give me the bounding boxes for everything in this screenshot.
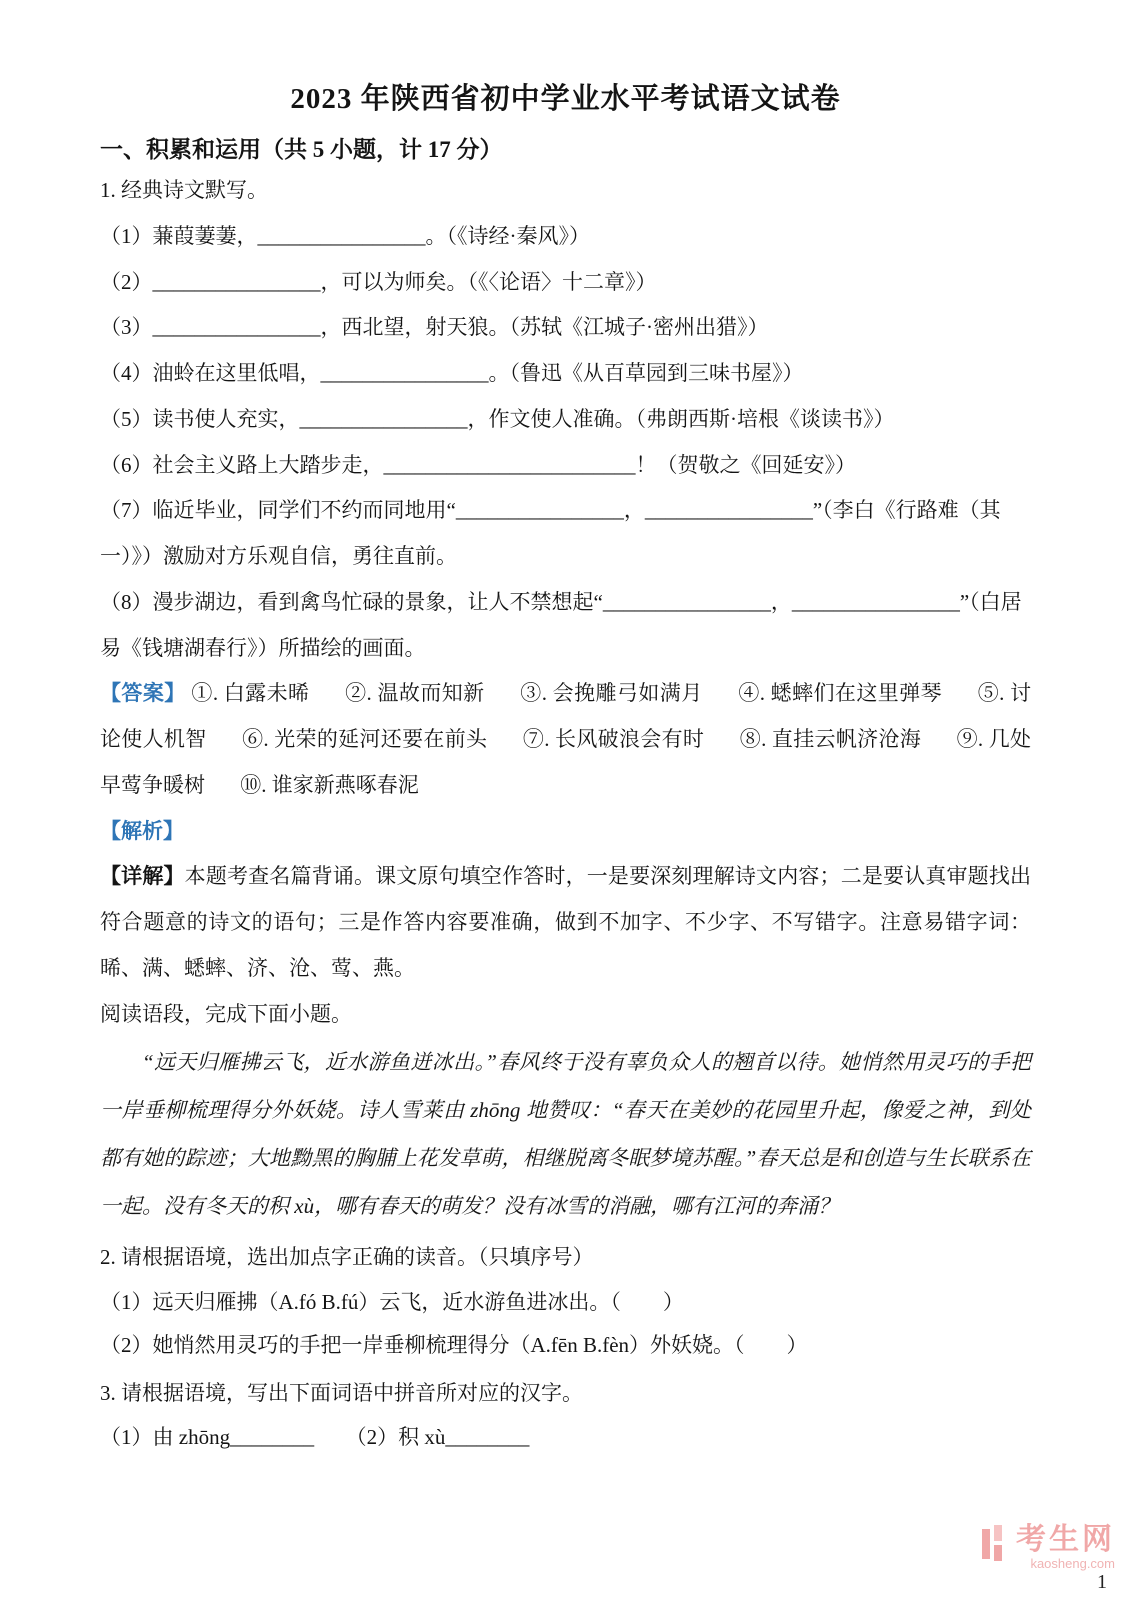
xiangjie-label: 【详解】: [100, 864, 185, 889]
q1-item-2: （2）________________，可以为师矣。（《〈论语〉十二章》）: [100, 269, 657, 294]
q1-stem: 1. 经典诗文默写。: [100, 178, 268, 202]
watermark-brand: 考生网: [1016, 1523, 1115, 1556]
reading-passage: “远天归雁拂云飞，近水游鱼迸冰出。”春风终于没有辜负众人的翘首以待。她悄然用灵巧的手把一岸垂柳梳理得分外妖娆。诗人雪莱由 zhōng 地赞叹：“春天在美妙的花园里升起，像爱之神，到处都有她的踪迹；大地黝黑的胸脯上花发草萌，相继脱离冬眠梦境苏醒。”春天总是和创造与生长联系在一起。没有冬天的积 xù，哪有春天的萌发？没有冰雪的消融，哪有江河的奔涌？: [100, 1049, 1031, 1219]
q1-item-7: （7）临近毕业，同学们不约而同地用“________________，________________”（李白《行路难（其一）》）激励对方乐观自信，勇往直前。: [100, 498, 1001, 569]
answer-item-7: ⑦. 长风破浪会有时: [522, 727, 705, 752]
answer-item-8: ⑧. 直挂云帆济沧海: [739, 727, 922, 752]
kaosheng-logo-icon: [980, 1525, 1010, 1567]
reading-intro: 阅读语段，完成下面小题。: [100, 1001, 352, 1026]
answer-item-2: ②. 温故而知新: [345, 681, 485, 706]
q3-line: （1）由 zhōng________ （2）积 xù________: [100, 1425, 530, 1450]
watermark-domain: kaosheng.com: [1030, 1556, 1115, 1571]
kaosheng-watermark: [980, 1525, 1115, 1570]
q2-item-1: （1）远天归雁拂（A.fó B.fú）云飞，近水游鱼进冰出。（ ）: [100, 1289, 684, 1314]
q2-stem: 2. 请根据语境，选出加点字正确的读音。（只填序号）: [100, 1244, 594, 1269]
answer-item-1: ①. 白露未晞: [191, 681, 310, 706]
answer-item-5: ⑤. 讨论使人机智: [100, 681, 1032, 752]
q1-item-6: （6）社会主义路上大踏步走，________________________！（贺敬之《回延安》）: [100, 452, 856, 477]
q3-stem: 3. 请根据语境，写出下面词语中拼音所对应的汉字。: [100, 1380, 583, 1405]
answer-label: 【答案】: [100, 681, 186, 706]
watermark-text: [1016, 1525, 1115, 1570]
answer-item-4: ④. 蟋蟀们在这里弹琴: [738, 681, 943, 706]
q1-item-5: （5）读书使人充实，________________，作文使人准确。（弗朗西斯·培根《谈读书》）: [100, 406, 895, 431]
q1-item-1: （1）蒹葭萋萋，________________。（《诗经·秦风》）: [100, 223, 590, 248]
q1-item-8: （8）漫步湖边，看到禽鸟忙碌的景象，让人不禁想起“________________，________________”（白居易《钱塘湖春行》）所描绘的画面。: [100, 589, 1022, 660]
jiexi-label-line: [100, 809, 1031, 855]
xiangjie-block: [100, 854, 1031, 991]
jiexi-label: 【解析】: [100, 818, 184, 843]
q1-item-3: （3）________________，西北望，射天狼。（苏轼《江城子·密州出猎》）: [100, 315, 769, 340]
page-title: 2023 年陕西省初中学业水平考试语文试卷: [290, 83, 841, 115]
answer-item-6: ⑥. 光荣的延河还要在前头: [242, 727, 488, 752]
answer-item-3: ③. 会挽雕弓如满月: [520, 681, 703, 706]
q1-item-4: （4）油蛉在这里低唱，________________。（鲁迅《从百草园到三味书屋》）: [100, 361, 804, 386]
section-heading: 一、积累和运用（共 5 小题，计 17 分）: [100, 137, 503, 162]
answer-item-9: ⑨. 几处早莺争暖树: [100, 727, 1032, 797]
answer-item-10: ⑩. 谁家新燕啄春泥: [240, 772, 419, 797]
answer-block: [100, 671, 1031, 808]
q2-item-2: （2）她悄然用灵巧的手把一岸垂柳梳理得分（A.fēn B.fèn）外妖娆。（ ）: [100, 1332, 808, 1357]
page-number: 1: [1097, 1571, 1107, 1593]
xiangjie-text: 本题考查名篇背诵。课文原句填空作答时，一是要深刻理解诗文内容；二是要认真审题找出符合题意的诗文的语句；三是作答内容要准确，做到不加字、不少字、不写错字。注意易错字词：晞、满、蟋蟀、济、沧、莺、燕。: [100, 864, 1032, 981]
